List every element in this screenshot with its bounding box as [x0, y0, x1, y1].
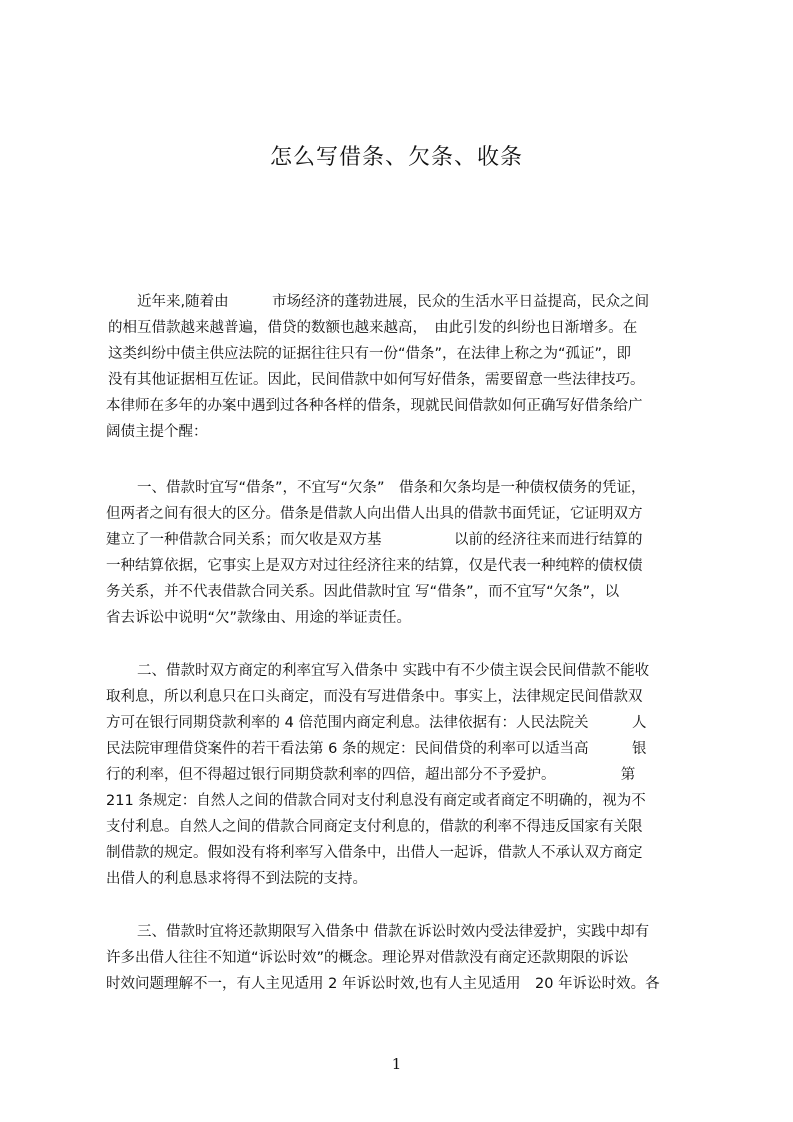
text-line: 民法院审理借贷案件的若干看法第 6 条的规定：民间借贷的利率可以适当高 银: [106, 741, 647, 757]
page-number: 1: [391, 1055, 402, 1073]
text-line: 的相互借款越来越普遍，借贷的数额也越来越高， 由此引发的纠纷也日渐增多。在: [108, 320, 638, 336]
text-line: 这类纠纷中债主供应法院的证据往往只有一份“借条”，在法律上称之为“孤证”，即: [108, 346, 632, 362]
text-line: 支付利息。自然人之间的借款合同商定支付利息的，借款的利率不得违反国家有关限: [106, 819, 643, 835]
text-line: 建立了一种借款合同关系；而欠收是双方基 以前的经济往来而进行结算的: [106, 532, 643, 548]
text-line: 没有其他证据相互佐证。因此，民间借款中如何写好借条，需要留意一些法律技巧。: [108, 372, 645, 388]
text-line: 211 条规定：自然人之间的借款合同对支付利息没有商定或者商定不明确的，视为不: [106, 793, 646, 809]
text-line: 但两者之间有很大的区分。借条是借款人向出借人出具的借款书面凭证，它证明双方: [106, 506, 643, 522]
text-line: 近年来,随着由 市场经济的蓬勃进展，民众的生活水平日益提高，民众之间: [137, 294, 650, 310]
text-line: 省去诉讼中说明“欠”款缘由、用途的举证责任。: [106, 610, 412, 626]
text-line: 出借人的利息恳求将得不到法院的支持。: [106, 871, 367, 887]
text-line: 二、借款时双方商定的利率宜写入借条中 实践中有不少债主误会民间借款不能收: [137, 663, 650, 679]
text-line: 方可在银行同期贷款利率的 4 倍范围内商定利息。法律依据有：人民法院关 人: [106, 715, 647, 731]
text-line: 行的利率，但不得超过银行同期贷款利率的四倍，超出部分不予爱护。 第: [106, 767, 636, 783]
text-line: 阔债主提个醒：: [106, 424, 208, 440]
text-line: 许多出借人往往不知道“诉讼时效”的概念。理论界对借款没有商定还款期限的诉讼: [106, 950, 629, 966]
text-line: 一、借款时宜写“借条”，不宜写“欠条” 借条和欠条均是一种债权债务的凭证，: [137, 480, 646, 496]
text-line: 一种结算依据，它事实上是双方对过往经济往来的结算，仅是代表一种纯粹的债权债: [106, 558, 643, 574]
text-line: 三、借款时宜将还款期限写入借条中 借款在诉讼时效内受法律爱护，实践中却有: [137, 924, 650, 940]
text-line: 取利息，所以利息只在口头商定，而没有写进借条中。事实上，法律规定民间借款双: [106, 689, 643, 705]
text-line: 时效问题理解不一，有人主见适用 2 年诉讼时效,也有人主见适用 20 年诉讼时效。各: [106, 976, 660, 992]
text-line: 本律师在多年的办案中遇到过各种各样的借条，现就民间借款如何正确写好借条给广: [106, 398, 643, 414]
page-title: 怎么写借条、欠条、收条: [269, 145, 523, 170]
text-line: 务关系，并不代表借款合同关系。因此借款时宜 写“借条”，而不宜写“欠条”，以: [106, 584, 620, 600]
text-line: 制借款的规定。假如没有将利率写入借条中，出借人一起诉，借款人不承认双方商定: [106, 845, 643, 861]
